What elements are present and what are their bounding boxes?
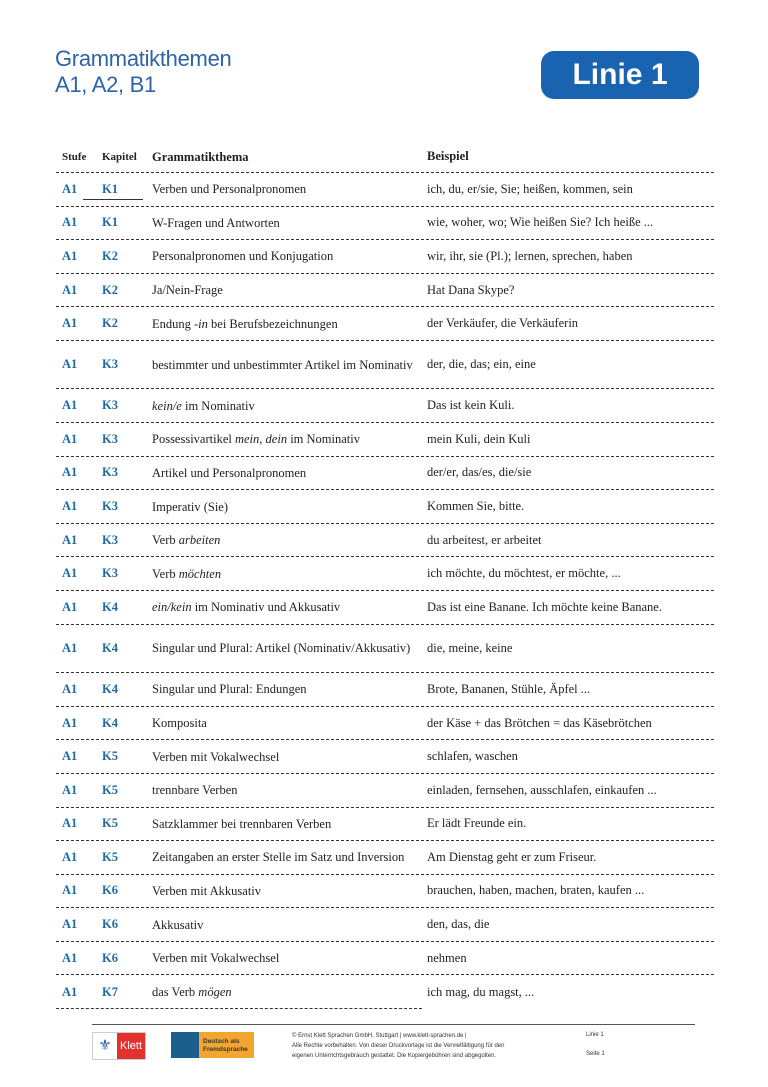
cell-thema xyxy=(152,849,427,865)
thema-segment: Verben mit Vokalwechsel xyxy=(152,749,280,764)
cell-stufe: A1 xyxy=(62,532,78,547)
cell-stufe: A1 xyxy=(62,398,78,413)
cell-thema xyxy=(152,599,427,615)
table-row xyxy=(56,673,714,707)
cell-beispiel: der Käse + das Brötchen = das Käsebrötchen xyxy=(427,715,652,730)
cell-thema xyxy=(152,316,427,332)
document-title xyxy=(55,46,231,98)
underline xyxy=(83,199,143,200)
cell-beispiel: Das ist kein Kuli. xyxy=(427,398,515,413)
cell-beispiel: der, die, das; ein, eine xyxy=(427,357,536,372)
cell-stufe: A1 xyxy=(62,282,78,297)
thema-segment: bestimmter und unbestimmter Artikel im Nominativ xyxy=(152,357,413,372)
thema-segment: Komposita xyxy=(152,716,207,731)
table-row xyxy=(56,307,714,341)
table-row xyxy=(56,774,714,808)
cell-thema xyxy=(152,566,427,582)
klett-logo xyxy=(92,1032,146,1060)
cell-stufe: A1 xyxy=(62,566,78,581)
cell-kapitel: K5 xyxy=(102,749,118,764)
footer-copyright xyxy=(292,1031,562,1061)
thema-segment: Verb xyxy=(152,533,179,548)
cell-stufe: A1 xyxy=(62,640,78,655)
cell-beispiel: Brote, Bananen, Stühle, Äpfel ... xyxy=(427,681,591,696)
thema-segment: im Nominativ xyxy=(181,398,255,413)
cell-stufe: A1 xyxy=(62,849,78,864)
cell-thema xyxy=(152,640,427,656)
cell-stufe: A1 xyxy=(62,599,78,614)
thema-segment: Satzklammer bei trennbaren Verben xyxy=(152,816,332,831)
table-row xyxy=(56,173,714,207)
cell-stufe: A1 xyxy=(62,950,78,965)
cell-beispiel: mein Kuli, dein Kuli xyxy=(427,431,531,446)
footer-divider xyxy=(92,1024,695,1025)
table-row xyxy=(56,524,714,558)
cell-beispiel: Am Dienstag geht er zum Friseur. xyxy=(427,849,597,864)
cell-stufe: A1 xyxy=(62,316,78,331)
linie-1-logo: Linie 1 xyxy=(541,51,699,99)
cell-kapitel: K4 xyxy=(102,599,118,614)
cell-kapitel: K3 xyxy=(102,398,118,413)
cell-beispiel: ich mag, du magst, ... xyxy=(427,984,535,999)
table-header xyxy=(56,141,714,173)
thema-segment: Akkusativ xyxy=(152,917,204,932)
cell-beispiel: der/er, das/es, die/sie xyxy=(427,465,532,480)
header-kapitel: Kapitel xyxy=(102,150,137,163)
cell-stufe: A1 xyxy=(62,181,78,196)
cell-thema xyxy=(152,282,427,298)
copyright-line-3: eigenen Unterrichtsgebrauch gestattet. Die Kopiergebühren sind abgegolten. xyxy=(292,1053,497,1059)
cell-kapitel: K3 xyxy=(102,566,118,581)
header-beispiel: Beispiel xyxy=(427,149,469,163)
cell-thema xyxy=(152,248,427,264)
cell-stufe: A1 xyxy=(62,248,78,263)
cell-beispiel: einladen, fernsehen, ausschlafen, einkaufen ... xyxy=(427,782,657,797)
klett-logo-text: Klett xyxy=(117,1033,145,1059)
thema-segment: trennbare Verben xyxy=(152,783,238,798)
footer-page: Seite 1 xyxy=(586,1051,605,1057)
cell-thema xyxy=(152,984,427,1000)
cell-thema xyxy=(152,431,427,447)
cell-thema xyxy=(152,681,427,697)
cell-beispiel: Kommen Sie, bitte. xyxy=(427,499,525,514)
cell-stufe: A1 xyxy=(62,681,78,696)
table-row xyxy=(56,808,714,842)
cell-beispiel: wie, woher, wo; Wie heißen Sie? Ich heiße ... xyxy=(427,215,654,230)
table-row xyxy=(56,625,714,674)
thema-segment: im Nominativ und Akkusativ xyxy=(191,600,341,615)
thema-segment: möchten xyxy=(178,566,222,581)
thema-segment: -in xyxy=(194,316,208,331)
cell-beispiel: Das ist eine Banane. Ich möchte keine Banane. xyxy=(427,599,662,614)
table-row xyxy=(56,274,714,308)
thema-segment: das Verb xyxy=(152,985,199,1000)
cell-stufe: A1 xyxy=(62,215,78,230)
thema-segment: Singular und Plural: Endungen xyxy=(152,682,307,697)
cell-kapitel: K3 xyxy=(102,465,118,480)
daf-logo-text: Deutsch als Fremdsprache xyxy=(199,1032,254,1058)
cell-kapitel: K2 xyxy=(102,282,118,297)
thema-segment: Singular und Plural: Artikel (Nominativ/Akkusativ) xyxy=(152,641,411,656)
table-row xyxy=(56,240,714,274)
cell-stufe: A1 xyxy=(62,749,78,764)
cell-thema xyxy=(152,398,427,414)
table-row xyxy=(56,557,714,591)
cell-stufe: A1 xyxy=(62,499,78,514)
cell-kapitel: K2 xyxy=(102,248,118,263)
cell-thema xyxy=(152,215,427,231)
cell-thema xyxy=(152,749,427,765)
thema-segment: Possessivartikel xyxy=(152,432,235,447)
thema-segment: Verb xyxy=(152,566,179,581)
cell-kapitel: K3 xyxy=(102,499,118,514)
cell-kapitel: K3 xyxy=(102,357,118,372)
cell-thema xyxy=(152,782,427,798)
cell-stufe: A1 xyxy=(62,715,78,730)
thema-segment: W-Fragen und Antworten xyxy=(152,215,280,230)
header-stufe: Stufe xyxy=(62,150,87,163)
cell-kapitel: K1 xyxy=(102,181,118,196)
thema-segment: im Nominativ xyxy=(287,432,360,447)
cell-kapitel: K6 xyxy=(102,883,118,898)
thema-segment: Zeitangaben an erster Stelle im Satz und Inversion xyxy=(152,850,405,865)
cell-stufe: A1 xyxy=(62,984,78,999)
table-row xyxy=(56,875,714,909)
table-row xyxy=(56,341,714,390)
cell-beispiel: brauchen, haben, machen, braten, kaufen ... xyxy=(427,883,645,898)
cell-thema xyxy=(152,357,427,373)
thema-segment: Endung xyxy=(152,316,195,331)
cell-thema xyxy=(152,883,427,899)
cell-kapitel: K3 xyxy=(102,532,118,547)
cell-kapitel: K1 xyxy=(102,215,118,230)
cell-kapitel: K2 xyxy=(102,316,118,331)
cell-beispiel: die, meine, keine xyxy=(427,640,513,655)
cell-thema xyxy=(152,181,427,197)
daf-logo xyxy=(171,1032,254,1058)
cell-kapitel: K4 xyxy=(102,640,118,655)
table-row xyxy=(56,908,714,942)
grammar-table xyxy=(56,141,714,1009)
cell-stufe: A1 xyxy=(62,816,78,831)
cell-beispiel: schlafen, waschen xyxy=(427,749,518,764)
thema-segment: ein/kein xyxy=(152,600,192,615)
table-row xyxy=(56,707,714,741)
cell-beispiel: wir, ihr, sie (Pl.); lernen, sprechen, haben xyxy=(427,248,633,263)
cell-stufe: A1 xyxy=(62,357,78,372)
cell-thema xyxy=(152,499,427,515)
table-row xyxy=(56,389,714,423)
cell-kapitel: K6 xyxy=(102,917,118,932)
header-thema: Grammatikthema xyxy=(152,149,249,164)
cell-stufe: A1 xyxy=(62,431,78,446)
cell-kapitel: K4 xyxy=(102,681,118,696)
table-row xyxy=(56,841,714,875)
table-row xyxy=(56,942,714,976)
cell-thema xyxy=(152,532,427,548)
thema-segment: arbeiten xyxy=(178,533,221,548)
cell-kapitel: K5 xyxy=(102,782,118,797)
cell-beispiel: nehmen xyxy=(427,950,467,965)
cell-beispiel: ich, du, er/sie, Sie; heißen, kommen, sein xyxy=(427,181,633,196)
footer-book: Linie 1 xyxy=(586,1032,604,1038)
cell-stufe: A1 xyxy=(62,465,78,480)
thema-segment: Verben mit Akkusativ xyxy=(152,883,262,898)
cell-thema xyxy=(152,715,427,731)
thema-segment: mögen xyxy=(198,985,232,1000)
cell-kapitel: K5 xyxy=(102,849,118,864)
thema-segment: kein/e xyxy=(152,398,182,413)
klett-emblem-icon: ⚜ xyxy=(93,1033,117,1059)
table-row xyxy=(56,423,714,457)
cell-beispiel: der Verkäufer, die Verkäuferin xyxy=(427,316,579,331)
cell-kapitel: K4 xyxy=(102,715,118,730)
cell-beispiel: Er lädt Freunde ein. xyxy=(427,816,527,831)
cell-kapitel: K3 xyxy=(102,431,118,446)
cell-beispiel: Hat Dana Skype? xyxy=(427,282,515,297)
cell-thema xyxy=(152,950,427,966)
thema-segment: bei Berufsbezeichnungen xyxy=(207,316,338,331)
table-row xyxy=(56,975,714,1009)
table-row xyxy=(56,591,714,625)
cell-thema xyxy=(152,465,427,481)
table-row xyxy=(56,207,714,241)
table-row xyxy=(56,457,714,491)
cell-stufe: A1 xyxy=(62,883,78,898)
cell-stufe: A1 xyxy=(62,782,78,797)
thema-segment: Artikel und Personalpronomen xyxy=(152,465,307,480)
title-line-2: A1, A2, B1 xyxy=(55,72,156,97)
thema-segment: dein xyxy=(265,432,288,447)
cell-thema xyxy=(152,917,427,933)
table-row xyxy=(56,740,714,774)
thema-segment: Imperativ (Sie) xyxy=(152,499,229,514)
cell-stufe: A1 xyxy=(62,917,78,932)
cell-beispiel: du arbeitest, er arbeitet xyxy=(427,532,542,547)
thema-segment: , xyxy=(259,432,266,447)
title-line-1: Grammatikthemen xyxy=(55,46,232,71)
thema-segment: Personalpronomen und Konjugation xyxy=(152,249,334,264)
cell-beispiel: den, das, die xyxy=(427,917,490,932)
copyright-line-2: Alle Rechte vorbehalten. Von dieser Druckvorlage ist die Vervielfältigung für den xyxy=(292,1043,505,1049)
cell-beispiel: ich möchte, du möchtest, er möchte, ... xyxy=(427,566,621,581)
cell-thema xyxy=(152,816,427,832)
thema-segment: Ja/Nein-Frage xyxy=(152,283,223,298)
thema-segment: mein xyxy=(234,432,260,447)
cell-kapitel: K5 xyxy=(102,816,118,831)
thema-segment: Verben mit Vokalwechsel xyxy=(152,951,280,966)
thema-segment: Verben und Personalpronomen xyxy=(152,182,307,197)
table-row xyxy=(56,490,714,524)
cell-kapitel: K7 xyxy=(102,984,118,999)
cell-kapitel: K6 xyxy=(102,950,118,965)
copyright-line-1: © Ernst Klett Sprachen GmbH, Stuttgart | www.klett-sprachen.de | xyxy=(292,1033,467,1039)
